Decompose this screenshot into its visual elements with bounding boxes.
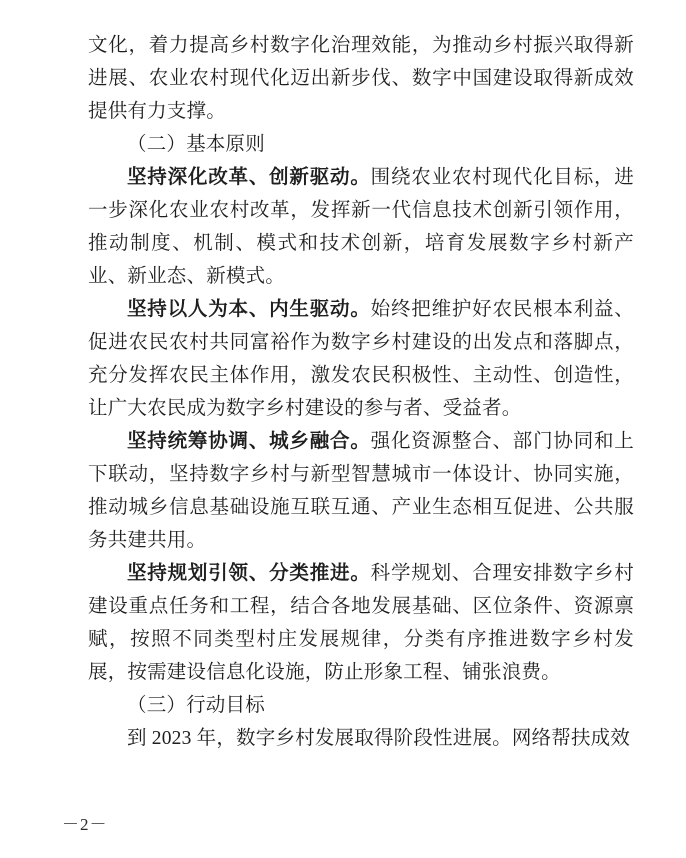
paragraph-lead: 坚持深化改革、创新驱动。 bbox=[127, 166, 371, 188]
paragraph-planning-classification bbox=[88, 557, 634, 689]
paragraph-text: 始终把维护好农民根本利益、促进农民农村共同富裕作为数字乡村建设的出发点和落脚点，充分发挥农民主体作用，激发农民积极性、主动性、创造性，让广大农民成为数字乡村建设的参与者、受益者。 bbox=[88, 299, 634, 419]
paragraph-support-continuation bbox=[88, 29, 634, 128]
paragraph-lead: 坚持以人为本、内生驱动。 bbox=[127, 298, 371, 320]
heading-basic-principles bbox=[88, 128, 634, 161]
paragraph-text: 科学规划、合理安排数字乡村建设重点任务和工程，结合各地发展基础、区位条件、资源禀赋，按照不同类型村庄发展规律，分类有序推进数字乡村发展，按需建设信息化设施，防止形象工程、铺张浪费。 bbox=[88, 563, 634, 683]
paragraph-lead: 坚持规划引领、分类推进。 bbox=[127, 562, 371, 584]
paragraph-2023-goal bbox=[88, 722, 634, 755]
paragraph-text: 强化资源整合、部门协同和上下联动，坚持数字乡村与新型智慧城市一体设计、协同实施，推动城乡信息基础设施互联互通、产业生态相互促进、公共服务共建共用。 bbox=[88, 431, 634, 551]
paragraph-lead: 坚持统筹协调、城乡融合。 bbox=[127, 430, 371, 452]
paragraph-text: 文化，着力提高乡村数字化治理效能，为推动乡村振兴取得新进展、农业农村现代化迈出新步伐、数字中国建设取得新成效提供有力支撑。 bbox=[88, 35, 634, 122]
paragraph-text: 围绕农业农村现代化目标，进一步深化农业农村改革，发挥新一代信息技术创新引领作用，推动制度、机制、模式和技术创新，培育发展数字乡村新产业、新业态、新模式。 bbox=[88, 167, 634, 287]
paragraph-people-oriented bbox=[88, 293, 634, 425]
heading-action-goals bbox=[88, 689, 634, 722]
paragraph-coordination-integration bbox=[88, 425, 634, 557]
paragraph-deepen-reform bbox=[88, 161, 634, 293]
document-body bbox=[88, 29, 634, 755]
paragraph-text: 到 2023 年，数字乡村发展取得阶段性进展。网络帮扶成效 bbox=[127, 728, 631, 749]
page-number: －2－ bbox=[62, 815, 108, 834]
heading-text: （二）基本原则 bbox=[127, 134, 265, 155]
heading-text: （三）行动目标 bbox=[127, 695, 265, 716]
